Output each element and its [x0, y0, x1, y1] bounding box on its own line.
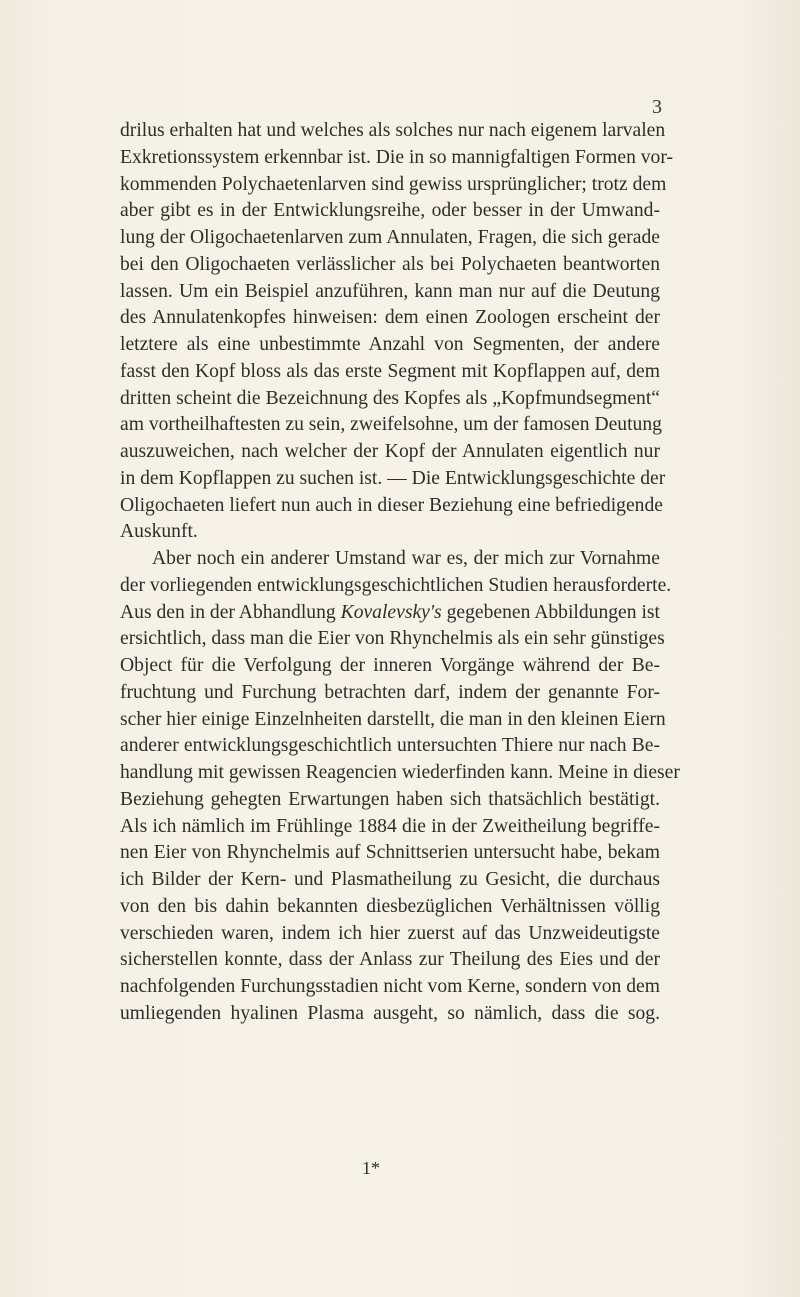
text-line: kommenden Polychaetenlarven sind gewiss ursprünglicher; trotz dem	[120, 173, 667, 195]
text-line: Aber noch ein anderer Umstand war es, der mich zur Vornahme	[152, 548, 660, 569]
text-line: verschieden waren, indem ich hier zuerst auf das Unzweideutigste	[120, 922, 660, 944]
page-number: 3	[652, 96, 662, 118]
text-line: fasst den Kopf bloss als das erste Segment mit Kopflappen auf, dem	[120, 360, 660, 382]
text-line: bei den Oligochaeten verlässlicher als bei Polychaeten beantworten	[120, 253, 660, 275]
text-segment: gegebenen Abbildungen ist	[441, 601, 660, 623]
text-line: Oligochaeten liefert nun auch in dieser Beziehung eine befriedigende	[120, 494, 663, 516]
signature-mark: 1*	[362, 1158, 380, 1178]
text-line: lung der Oligochaetenlarven zum Annulaten, Fragen, die sich gerade	[120, 227, 660, 248]
text-line: aber gibt es in der Entwicklungsreihe, oder besser in der Umwand-	[120, 200, 660, 222]
text-line: nen Eier von Rhynchelmis auf Schnittserien untersucht habe, bekam	[120, 842, 660, 864]
paragraph-2	[120, 546, 680, 1028]
text-line: Beziehung gehegten Erwartungen haben sich thatsächlich bestätigt.	[120, 788, 660, 810]
text-line: Exkretionssystem erkennbar ist. Die in so mannigfaltigen Formen vor-	[120, 146, 674, 168]
text-line: umliegenden hyalinen Plasma ausgeht, so nämlich, dass die sog.	[120, 1002, 660, 1024]
text-line: scher hier einige Einzelnheiten darstellt, die man in den kleinen Eiern	[120, 708, 666, 730]
text-line: letztere als eine unbestimmte Anzahl von Segmenten, der andere	[120, 334, 660, 355]
text-segment: Aus den in der Abhandlung	[120, 601, 341, 623]
text-line: sicherstellen konnte, dass der Anlass zur Theilung des Eies und der	[120, 949, 660, 971]
text-line: der vorliegenden entwicklungsgeschichtlichen Studien herausforderte.	[120, 574, 672, 596]
text-line: anderer entwicklungsgeschichtlich untersuchten Thiere nur nach Be-	[120, 735, 660, 757]
text-line: ich Bilder der Kern- und Plasmatheilung zu Gesicht, die durchaus	[120, 869, 660, 890]
text-line: ersichtlich, dass man die Eier von Rhynchelmis als ein sehr günstiges	[120, 628, 665, 650]
text-line: auszuweichen, nach welcher der Kopf der Annulaten eigentlich nur	[120, 441, 660, 462]
text-line: Object für die Verfolgung der inneren Vorgänge während der Be-	[120, 655, 660, 676]
text-line: lassen. Um ein Beispiel anzuführen, kann man nur auf die Deutung	[120, 280, 660, 302]
body-text	[120, 118, 680, 1028]
text-line: des Annulatenkopfes hinweisen: dem einen Zoologen erscheint der	[120, 307, 660, 329]
author-name: Kovalevsky's	[340, 601, 442, 623]
paragraph-1	[120, 118, 674, 546]
text-line: von den bis dahin bekannten diesbezüglichen Verhältnissen völlig	[120, 895, 660, 917]
text-line: Als ich nämlich im Frühlinge 1884 die in der Zweitheilung begriffe-	[120, 815, 660, 837]
text-line: dritten scheint die Bezeichnung des Kopfes als „Kopfmundsegment“	[120, 387, 660, 409]
text-line: Auskunft.	[120, 521, 198, 543]
text-line-with-italic	[120, 600, 660, 627]
text-line: nachfolgenden Furchungsstadien nicht vom Kerne, sondern von dem	[120, 976, 660, 997]
text-line: in dem Kopflappen zu suchen ist. — Die Entwicklungsgeschichte der	[120, 467, 666, 489]
text-line: fruchtung und Furchung betrachten darf, indem der genannte For-	[120, 681, 660, 703]
text-line: handlung mit gewissen Reagencien wiederfinden kann. Meine in dieser	[120, 762, 680, 783]
text-line: am vortheilhaftesten zu sein, zweifelsohne, um der famosen Deutung	[120, 414, 662, 436]
text-line: drilus erhalten hat und welches als solches nur nach eigenem larvalen	[120, 120, 666, 141]
